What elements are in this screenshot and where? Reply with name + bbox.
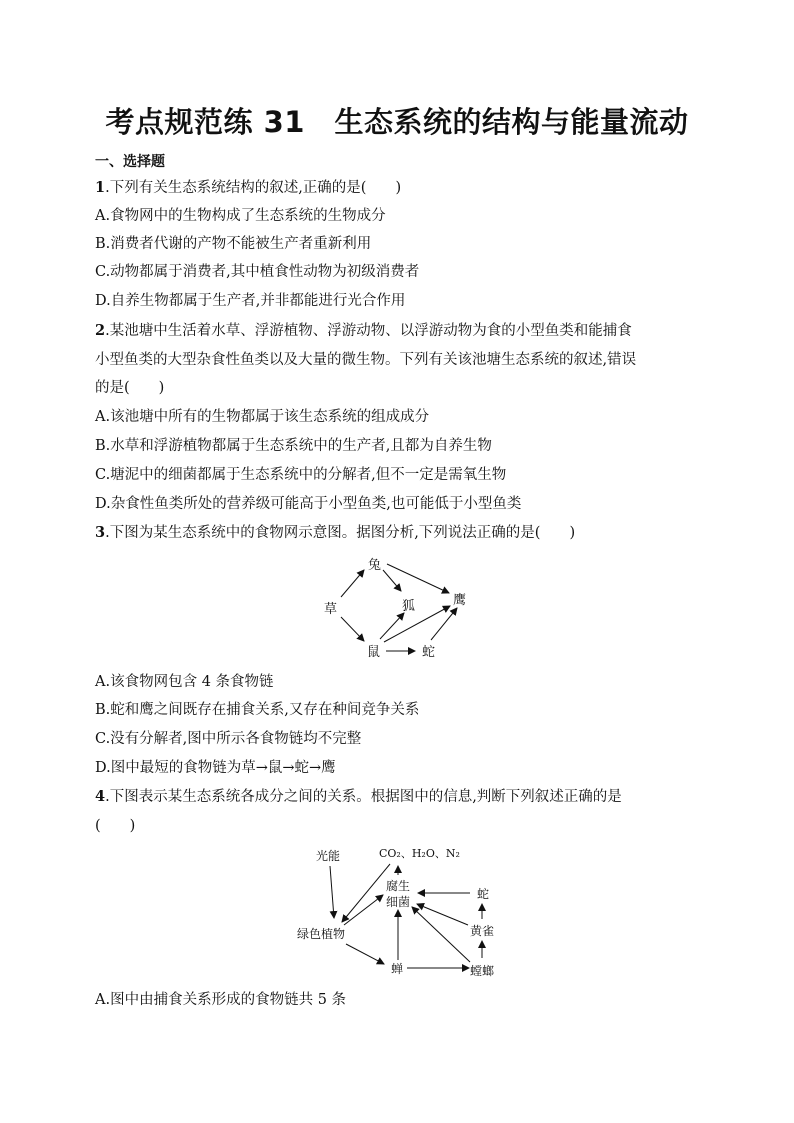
- arrow-rabbit-fox: [383, 570, 401, 591]
- node-gases: CO₂、H₂O、N₂: [379, 847, 460, 860]
- node-fox: 狐: [402, 599, 416, 614]
- node-mantis: 螳螂: [470, 964, 495, 978]
- node-mouse: 鼠: [367, 645, 381, 660]
- question-3-option-c: C.没有分解者,图中所示各食物链均不完整: [95, 731, 362, 747]
- question-4-number: 4: [95, 788, 106, 805]
- arrow-grass-rabbit: [341, 570, 364, 597]
- node-hawk: 鹰: [453, 593, 467, 608]
- node-decomposer-line1: 腐生: [386, 879, 411, 893]
- question-3-text: .下图为某生态系统中的食物网示意图。据图分析,下列说法正确的是( ): [105, 525, 576, 541]
- question-2-stem-line-1: [95, 321, 632, 341]
- question-4-stem-line-2: ( ): [95, 818, 136, 834]
- node-cicada: 蝉: [391, 962, 404, 976]
- arrow-mouse-fox: [380, 613, 404, 639]
- node-rabbit: 兔: [368, 558, 382, 573]
- food-web-diagram: [310, 550, 480, 665]
- page-title: 考点规范练 31 生态系统的结构与能量流动: [105, 105, 689, 139]
- question-3-number: 3: [95, 524, 106, 541]
- node-snake: 蛇: [422, 645, 436, 660]
- arrow-rabbit-hawk: [387, 564, 449, 593]
- question-2-option-c: C.塘泥中的细菌都属于生态系统中的分解者,但不一定是需氧生物: [95, 467, 507, 483]
- question-1-option-b: B.消费者代谢的产物不能被生产者重新利用: [95, 236, 372, 252]
- question-4-text: .下图表示某生态系统各成分之间的关系。根据图中的信息,判断下列叙述正确的是: [105, 789, 622, 805]
- section-heading: 一、选择题: [95, 154, 165, 170]
- question-1-number: 1: [95, 179, 106, 196]
- question-2-option-b: B.水草和浮游植物都属于生态系统中的生产者,且都为自养生物: [95, 438, 492, 454]
- question-1-option-c: C.动物都属于消费者,其中植食性动物为初级消费者: [95, 264, 420, 280]
- arrow-plant-decomposer: [344, 895, 383, 925]
- arrow-mantis-decomposer: [412, 907, 470, 962]
- question-1-stem: [95, 178, 401, 198]
- arrow-snake-hawk: [431, 608, 457, 640]
- question-2-stem-line-3: 的是( ): [95, 380, 165, 396]
- arrow-light-plant: [330, 866, 334, 918]
- question-2-option-a: A.该池塘中所有的生物都属于该生态系统的组成成分: [95, 409, 430, 425]
- question-3-option-a: A.该食物网包含 4 条食物链: [95, 674, 274, 690]
- question-2-stem-line-2: 小型鱼类的大型杂食性鱼类以及大量的微生物。下列有关该池塘生态系统的叙述,错误: [95, 352, 637, 368]
- question-2-text: .某池塘中生活着水草、浮游植物、浮游动物、以浮游动物为食的小型鱼类和能捕食: [105, 323, 632, 339]
- arrow-oriole-decomposer: [417, 904, 468, 925]
- question-1-option-d: D.自养生物都属于生产者,并非都能进行光合作用: [95, 293, 406, 309]
- question-1-option-a: A.食物网中的生物构成了生态系统的生物成分: [95, 208, 386, 224]
- question-3-option-d: D.图中最短的食物链为草→鼠→蛇→鹰: [95, 760, 336, 776]
- ecosystem-diagram: [290, 838, 510, 983]
- arrow-gases-plant: [342, 864, 390, 922]
- question-3-stem: [95, 523, 575, 543]
- node-snake: 蛇: [477, 887, 490, 901]
- question-1-text: .下列有关生态系统结构的叙述,正确的是( ): [105, 180, 402, 196]
- question-2-option-d: D.杂食性鱼类所处的营养级可能高于小型鱼类,也可能低于小型鱼类: [95, 496, 522, 512]
- node-grass: 草: [324, 602, 338, 617]
- node-light: 光能: [316, 849, 341, 863]
- question-2-number: 2: [95, 322, 106, 339]
- arrow-plant-cicada: [346, 944, 384, 964]
- question-4-stem-line-1: [95, 787, 622, 807]
- node-plant: 绿色植物: [297, 927, 346, 941]
- node-oriole: 黄雀: [470, 924, 495, 938]
- arrow-grass-mouse: [341, 617, 364, 641]
- question-4-option-a: A.图中由捕食关系形成的食物链共 5 条: [95, 992, 347, 1008]
- node-decomposer-line2: 细菌: [386, 895, 411, 909]
- question-3-option-b: B.蛇和鹰之间既存在捕食关系,又存在种间竞争关系: [95, 702, 420, 718]
